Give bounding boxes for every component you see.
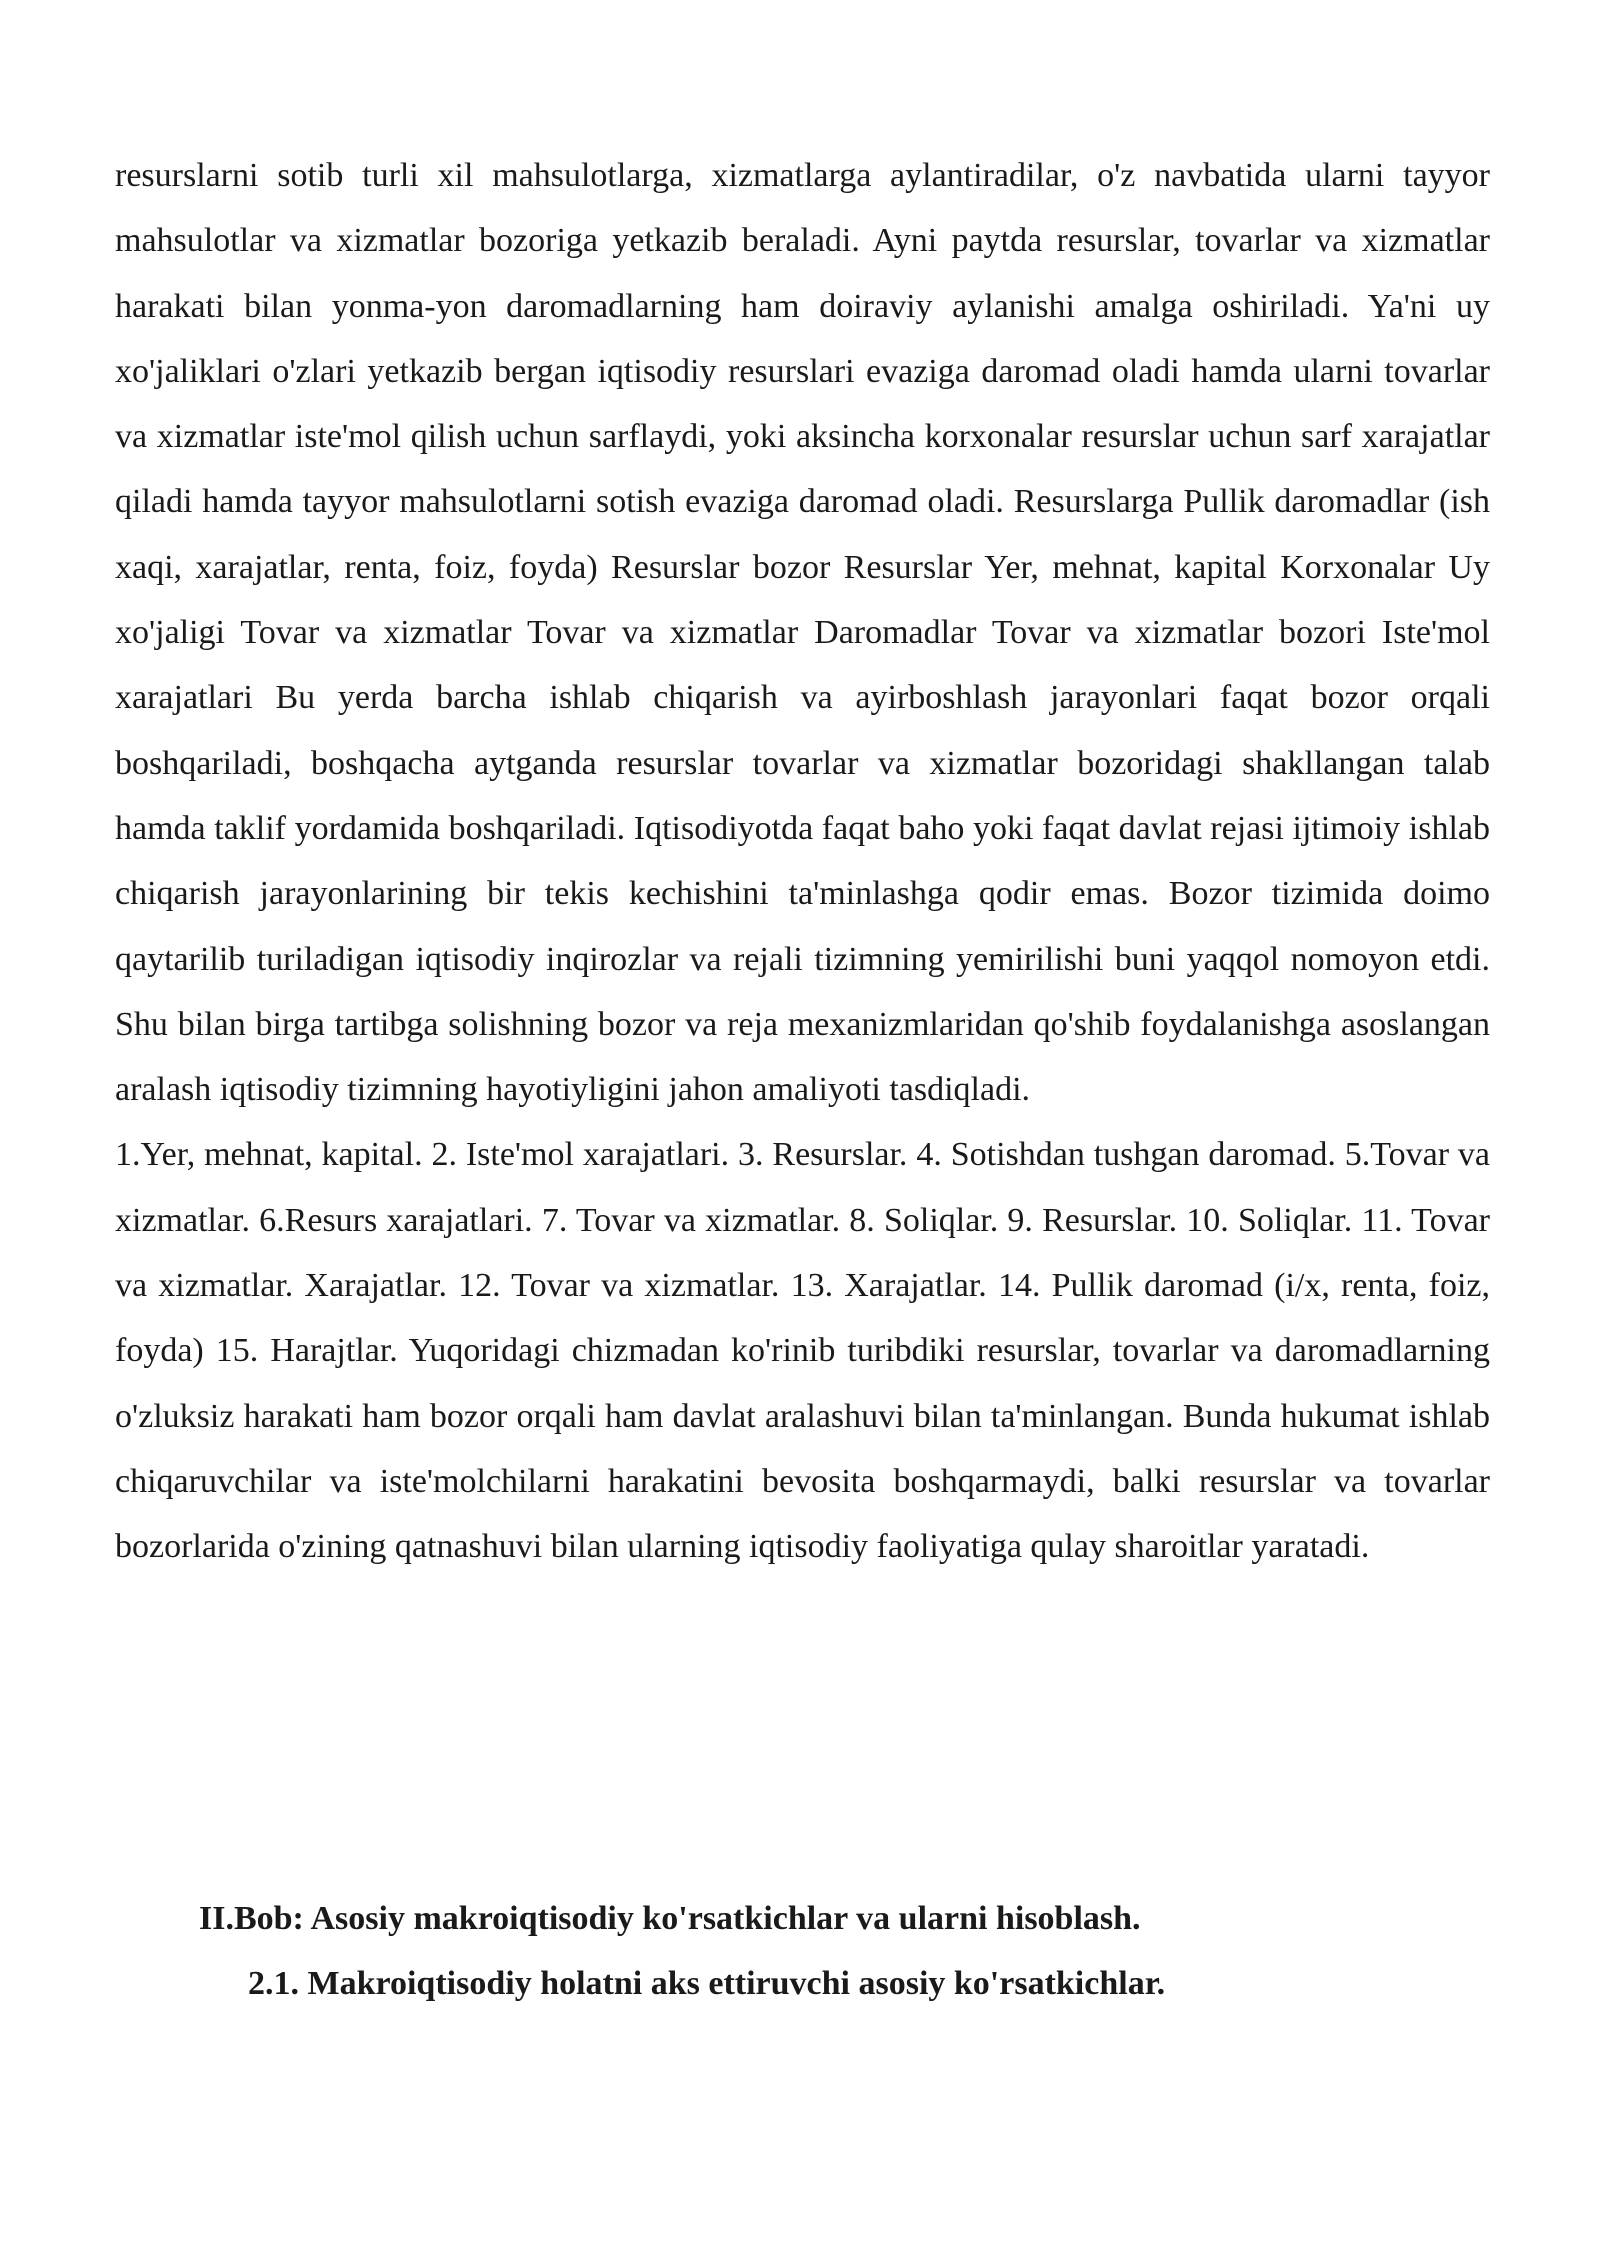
body-text (115, 143, 1490, 1580)
paragraph-diagram-legend: 1.Yer, mehnat, kapital. 2. Iste'mol xarajatlari. 3. Resurslar. 4. Sotishdan tushgan daromad. 5.Tovar va xizmatlar. 6.Resurs xarajatlari. 7. Tovar va xizmatlar. 8. Soliqlar. 9. Resurslar. 10. Soliqlar. 11. Tovar va xizmatlar. Xarajatlar. 12. Tovar va xizmatlar. 13. Xarajatlar. 14. Pullik daromad (i/x, renta, foiz, foyda) 15. Harajtlar. Yuqoridagi chizmadan ko'rinib turibdiki resurslar, tovarlar va daromadlarning o'zluksiz harakati ham bozor orqali ham davlat aralashuvi bilan ta'minlangan. Bunda hukumat ishlab chiqaruvchilar va iste'molchilarni harakatini bevosita boshqarmaydi, balki resurslar va tovarlar bozorlarida o'zining qatnashuvi bilan ularning iqtisodiy faoliyatiga qulay sharoitlar yaratadi. (115, 1136, 1490, 1566)
paragraph-circular-flow: resurslarni sotib turli xil mahsulotlarga, xizmatlarga aylantiradilar, o'z navbatida ularni tayyor mahsulotlar va xizmatlar bozoriga yetkazib beraladi. Ayni paytda resurslar, tovarlar va xizmatlar harakati bilan yonma-yon daromadlarning ham doiraviy aylanishi amalga oshiriladi. Ya'ni uy xo'jaliklari o'zlari yetkazib bergan iqtisodiy resurslari evaziga daromad oladi hamda ularni tovarlar va xizmatlar iste'mol qilish uchun sarflaydi, yoki aksincha korxonalar resurslar uchun sarf xarajatlar qiladi hamda tayyor mahsulotlarni sotish evaziga daromad oladi. Resurslarga Pullik daromadlar (ish xaqi, xarajatlar, renta, foiz, foyda) Resurslar bozor Resurslar Yer, mehnat, kapital Korxonalar Uy xo'jaligi Tovar va xizmatlar Tovar va xizmatlar Daromadlar Tovar va xizmatlar bozori Iste'mol xarajatlari Bu yerda barcha ishlab chiqarish va ayirboshlash jarayonlari faqat bozor orqali boshqariladi, boshqacha aytganda resurslar tovarlar va xizmatlar bozoridagi shakllangan talab hamda taklif yordamida boshqariladi. Iqtisodiyotda faqat baho yoki faqat davlat rejasi ijtimoiy ishlab chiqarish jarayonlarining bir tekis kechishini ta'minlashga qodir emas. Bozor tizimida doimo qaytarilib turiladigan iqtisodiy inqirozlar va rejali tizimning yemirilishi buni yaqqol nomoyon etdi. Shu bilan birga tartibga solishning bozor va reja mexanizmlaridan qo'shib foydalanishga asoslangan aralash iqtisodiy tizimning hayotiyligini jahon amaliyoti tasdiqladi. (115, 157, 1490, 1109)
chapter-heading: II.Bob: Asosiy makroiqtisodiy ko'rsatkichlar va ularni hisoblash. (199, 1900, 1141, 1937)
section-heading: 2.1. Makroiqtisodiy holatni aks ettiruvchi asosiy ko'rsatkichlar. (248, 1965, 1166, 2002)
